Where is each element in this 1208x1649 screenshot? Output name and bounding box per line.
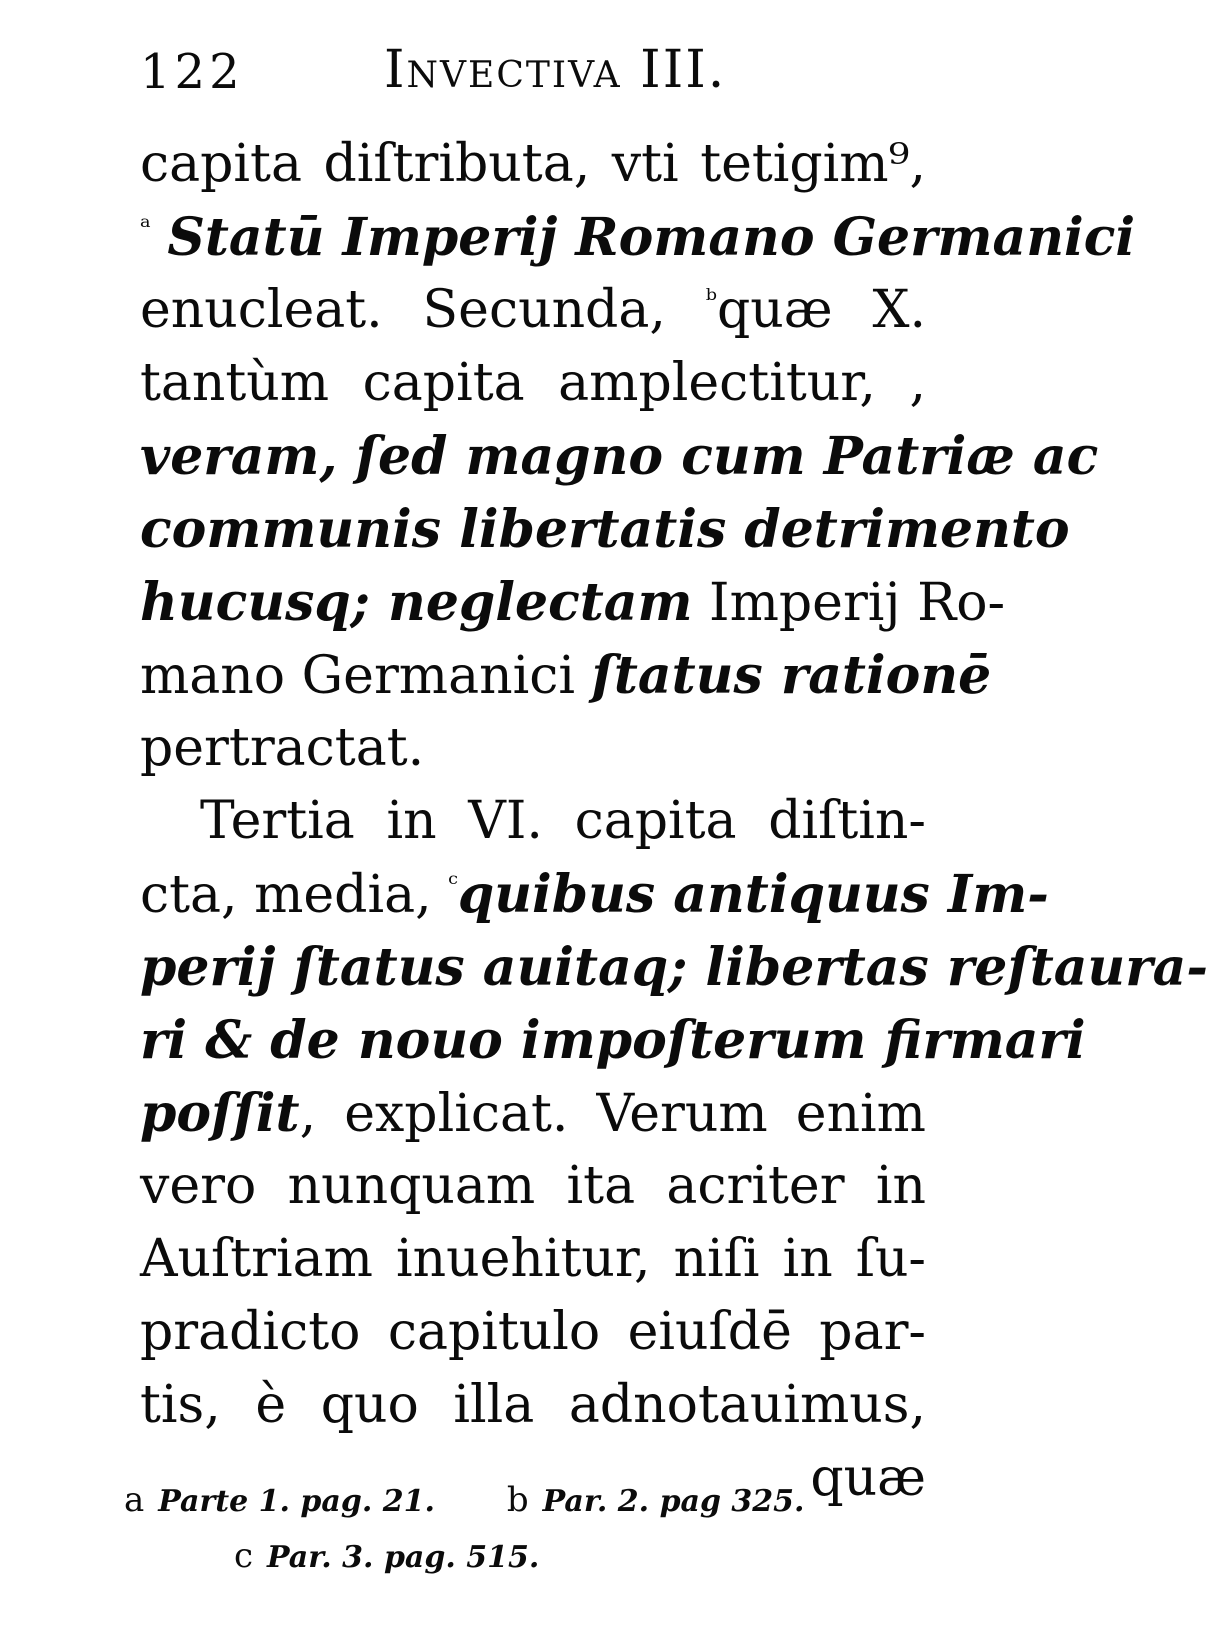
text-line: pertractat. bbox=[140, 718, 425, 778]
footnote-marker-b: ᵇ bbox=[705, 283, 717, 316]
text-line: vero nunquam ita acriter in bbox=[140, 1156, 926, 1216]
text-line: hucusq; neglectam Imperij Ro- bbox=[140, 572, 1006, 633]
text-line: ri & de nouo impoſterum firmari bbox=[140, 1010, 1086, 1071]
text-line: perij ſtatus auitaq; libertas reſtaura- bbox=[140, 937, 1208, 998]
text-line: tis, è quo illa adnotauimus, bbox=[140, 1375, 926, 1435]
text-line: Tertia in VI. capita diſtin- bbox=[200, 791, 926, 851]
text-line: mano Germanici ſtatus rationē bbox=[140, 645, 992, 706]
footnote-a-text: Parte 1. pag. 21. bbox=[158, 1484, 435, 1519]
text-line: tantùm capita amplectitur, , bbox=[140, 353, 926, 413]
page-number: 122 bbox=[140, 44, 244, 100]
footnote-b-mark: b bbox=[506, 1480, 529, 1520]
footnotes bbox=[124, 1472, 944, 1584]
text-line: Auſtriam inuehitur, niſi in ſu- bbox=[140, 1229, 926, 1289]
text-line: capita diſtributa, vti tetigim⁹, bbox=[140, 134, 926, 194]
footnote-line bbox=[124, 1528, 944, 1584]
footnote-a-mark: a bbox=[124, 1480, 145, 1520]
text-line: pradicto capitulo eiuſdē par- bbox=[140, 1302, 926, 1362]
text-line: $^ᵃ$ Statū Imperij Romano Germanici bbox=[140, 207, 1136, 268]
text-line: communis libertatis detrimento bbox=[140, 499, 1070, 560]
text-line: cta, media, $^ᶜ$quibus antiquus Im- bbox=[140, 864, 1049, 925]
running-head: Invectiva III. bbox=[384, 40, 727, 100]
page-header bbox=[0, 34, 1000, 104]
text-line: veram, ſed magno cum Patriæ ac bbox=[140, 426, 1099, 487]
footnote-b-text: Par. 2. pag 325. bbox=[542, 1484, 805, 1519]
body-text bbox=[140, 128, 1208, 1515]
footnote-line bbox=[124, 1472, 944, 1528]
text-line: poſſit, explicat. Verum enim bbox=[140, 1083, 926, 1144]
footnote-c-text: Par. 3. pag. 515. bbox=[267, 1540, 540, 1575]
text-line: enucleat. Secunda, $^ᵇ$quæ X. bbox=[140, 280, 926, 340]
footnote-c-mark: c bbox=[234, 1536, 254, 1576]
footnote-marker-a: ᵃ bbox=[140, 210, 151, 243]
catchword: quæ bbox=[810, 1448, 926, 1508]
footnote-marker-c: ᶜ bbox=[448, 867, 458, 900]
